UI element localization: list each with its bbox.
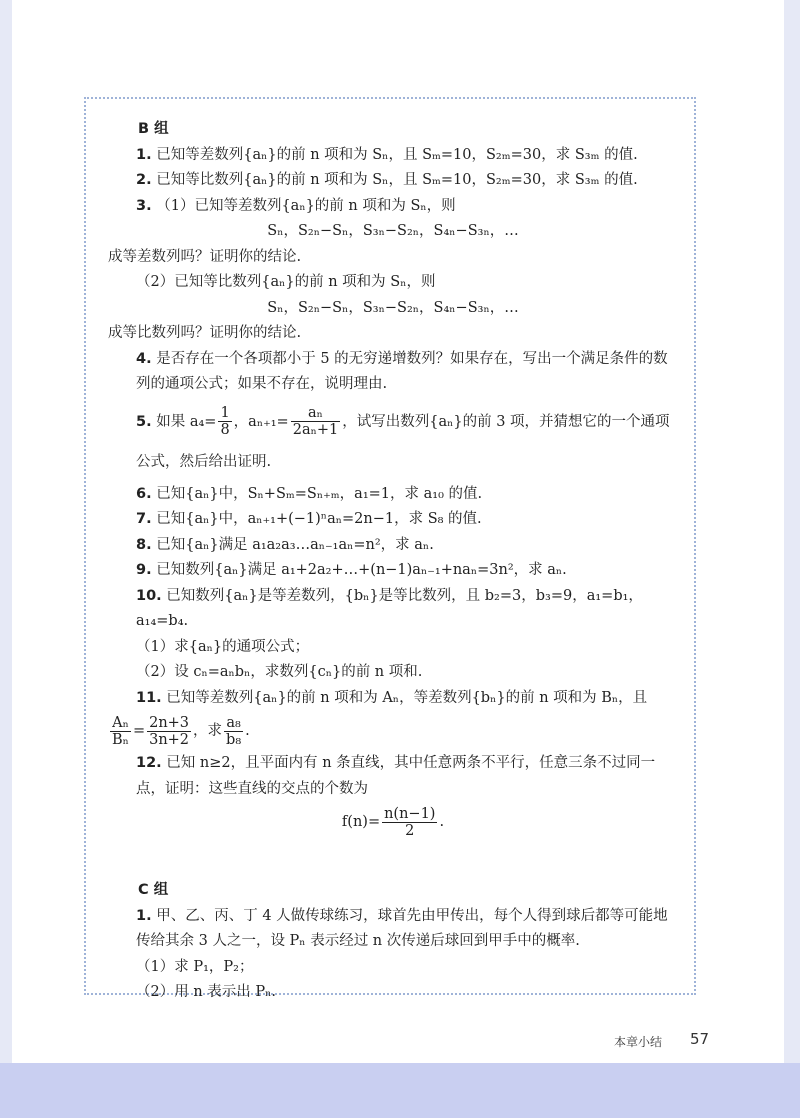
- problem-text: ，试写出数列{aₙ}的前 3 项，并猜想它的一个通项公式，然后给出证明.: [136, 413, 670, 470]
- problem-text: 如果 a₄=: [156, 413, 217, 430]
- problem-number: 5.: [136, 413, 152, 430]
- problem-number: 1.: [136, 146, 152, 163]
- fraction: $\frac{\text{a₈}}{\text{b₈}}$: [226, 714, 242, 748]
- problem-text: ，aₙ₊₁=: [233, 413, 289, 430]
- problem-text: 甲、乙、丙、丁 4 人做传球练习，球首先由甲传出，每个人得到球后都等可能地传给其余 3 人之一，设 Pₙ 表示经过 n 次传递后球回到甲手中的概率.: [136, 907, 668, 949]
- problem-text: 成等比数列吗？证明你的结论.: [108, 325, 302, 341]
- problem-number: 6.: [136, 485, 152, 502]
- problem-c1: [108, 904, 678, 955]
- fraction: $\frac{\text{aₙ}}{\text{2aₙ+1}}$: [292, 405, 339, 438]
- problem-number: 1.: [136, 907, 152, 924]
- problem-text: 已知{aₙ}满足 a₁a₂a₃…aₙ₋₁aₙ=n²，求 aₙ.: [156, 536, 434, 553]
- problem-b2: [108, 168, 678, 194]
- problem-number: 9.: [136, 562, 152, 578]
- problem-text: 已知{aₙ}中，Sₙ+Sₘ=Sₙ₊ₘ，a₁=1，求 a₁₀ 的值.: [156, 485, 483, 502]
- bottom-band: [0, 1063, 800, 1118]
- group-c-heading: C 组: [138, 882, 169, 898]
- exercise-content: [108, 117, 678, 1006]
- series-expression: Sₙ，S₂ₙ−Sₙ，S₃ₙ−S₂ₙ，S₄ₙ−S₃ₙ，…: [267, 223, 519, 239]
- problem-b11: [108, 686, 678, 712]
- problem-b5: [108, 402, 678, 482]
- problem-number: 10.: [136, 587, 162, 604]
- fraction: $\frac{2n+3}{3n+2}$: [149, 714, 190, 748]
- fraction: $\frac{n(n-1)}{2}$: [384, 805, 436, 839]
- spacer: [108, 842, 678, 878]
- fraction: $\frac{1}{8}$: [220, 405, 230, 438]
- problem-b9: [108, 558, 678, 584]
- problem-text: 已知{aₙ}中，aₙ₊₁+(−1)ⁿaₙ=2n−1，求 S₈ 的值.: [156, 511, 482, 527]
- problem-b6: [108, 482, 678, 508]
- problem-text: 成等差数列吗？证明你的结论.: [108, 248, 302, 265]
- problem-b4: [108, 347, 678, 398]
- group-b-heading: B 组: [138, 121, 169, 137]
- problem-number: 8.: [136, 536, 152, 553]
- problem-text: 已知等差数列{aₙ}的前 n 项和为 Sₙ，且 Sₘ=10，S₂ₘ=30，求 S₃ₘ 的值.: [156, 146, 638, 163]
- problem-b3-part1: [108, 194, 678, 220]
- page-number: 57: [690, 1030, 710, 1048]
- problem-text: 是否存在一个各项都小于 5 的无穷递增数列？如果存在，写出一个满足条件的数列的通项公式；如果不存在，说明理由.: [136, 350, 668, 392]
- problem-b12: [108, 751, 678, 802]
- problem-b1: [108, 143, 678, 169]
- problem-number: 3.: [136, 197, 152, 214]
- fraction: $\frac{\text{Aₙ}}{\text{Bₙ}}$: [112, 714, 129, 748]
- problem-b10: [108, 584, 678, 635]
- problem-number: 4.: [136, 350, 152, 367]
- series-expression: Sₙ，S₂ₙ−Sₙ，S₃ₙ−S₂ₙ，S₄ₙ−S₃ₙ，…: [267, 299, 519, 316]
- problem-b3-part2: （2）已知等比数列{aₙ}的前 n 项和为 Sₙ，则: [136, 274, 436, 290]
- problem-text: 已知数列{aₙ}满足 a₁+2a₂+…+(n−1)aₙ₋₁+naₙ=3n²，求 aₙ.: [156, 562, 567, 578]
- problem-number: 7.: [136, 511, 152, 527]
- problem-text: 已知等差数列{aₙ}的前 n 项和为 Aₙ，等差数列{bₙ}的前 n 项和为 Bₙ，且: [166, 689, 648, 706]
- problem-b10-sub2: （2）设 cₙ=aₙbₙ，求数列{cₙ}的前 n 项和.: [136, 664, 423, 680]
- problem-text: ，求: [193, 723, 223, 739]
- problem-b8: [108, 533, 678, 559]
- problem-number: 12.: [136, 755, 162, 771]
- problem-text: 已知 n≥2，且平面内有 n 条直线，其中任意两条不平行，任意三条不过同一点，证明：这些直线的交点的个数为: [136, 755, 656, 797]
- problem-text: （1）已知等差数列{aₙ}的前 n 项和为 Sₙ，则: [156, 197, 456, 214]
- problem-b7: [108, 507, 678, 533]
- problem-number: 2.: [136, 172, 152, 188]
- problem-b12-formula: f(n)= $\frac{n(n-1)}{2}$ .: [341, 805, 445, 839]
- problem-b11-ratio: $\frac{\text{Aₙ}}{\text{Bₙ}}$ = $\frac{2n+3}{3n+2}$ ，求 $\frac{\text{a₈}}{\text{b₈}}$ .: [112, 714, 250, 748]
- problem-c1-sub1: （1）求 P₁，P₂；: [136, 958, 254, 975]
- problem-b10-sub1: （1）求{aₙ}的通项公式；: [136, 638, 310, 655]
- problem-text: 已知数列{aₙ}是等差数列，{bₙ}是等比数列，且 b₂=3，b₃=9，a₁=b₁，a₁₄=b₄.: [136, 587, 643, 629]
- chapter-footer: 本章小结: [614, 1035, 663, 1049]
- problem-number: 11.: [136, 689, 162, 706]
- problem-text: 已知等比数列{aₙ}的前 n 项和为 Sₙ，且 Sₘ=10，S₂ₘ=30，求 S₃ₘ 的值.: [156, 172, 638, 188]
- formula-lhs: f(n)=: [341, 814, 381, 830]
- problem-c1-sub2: （2）用 n 表示出 Pₙ.: [136, 984, 277, 1000]
